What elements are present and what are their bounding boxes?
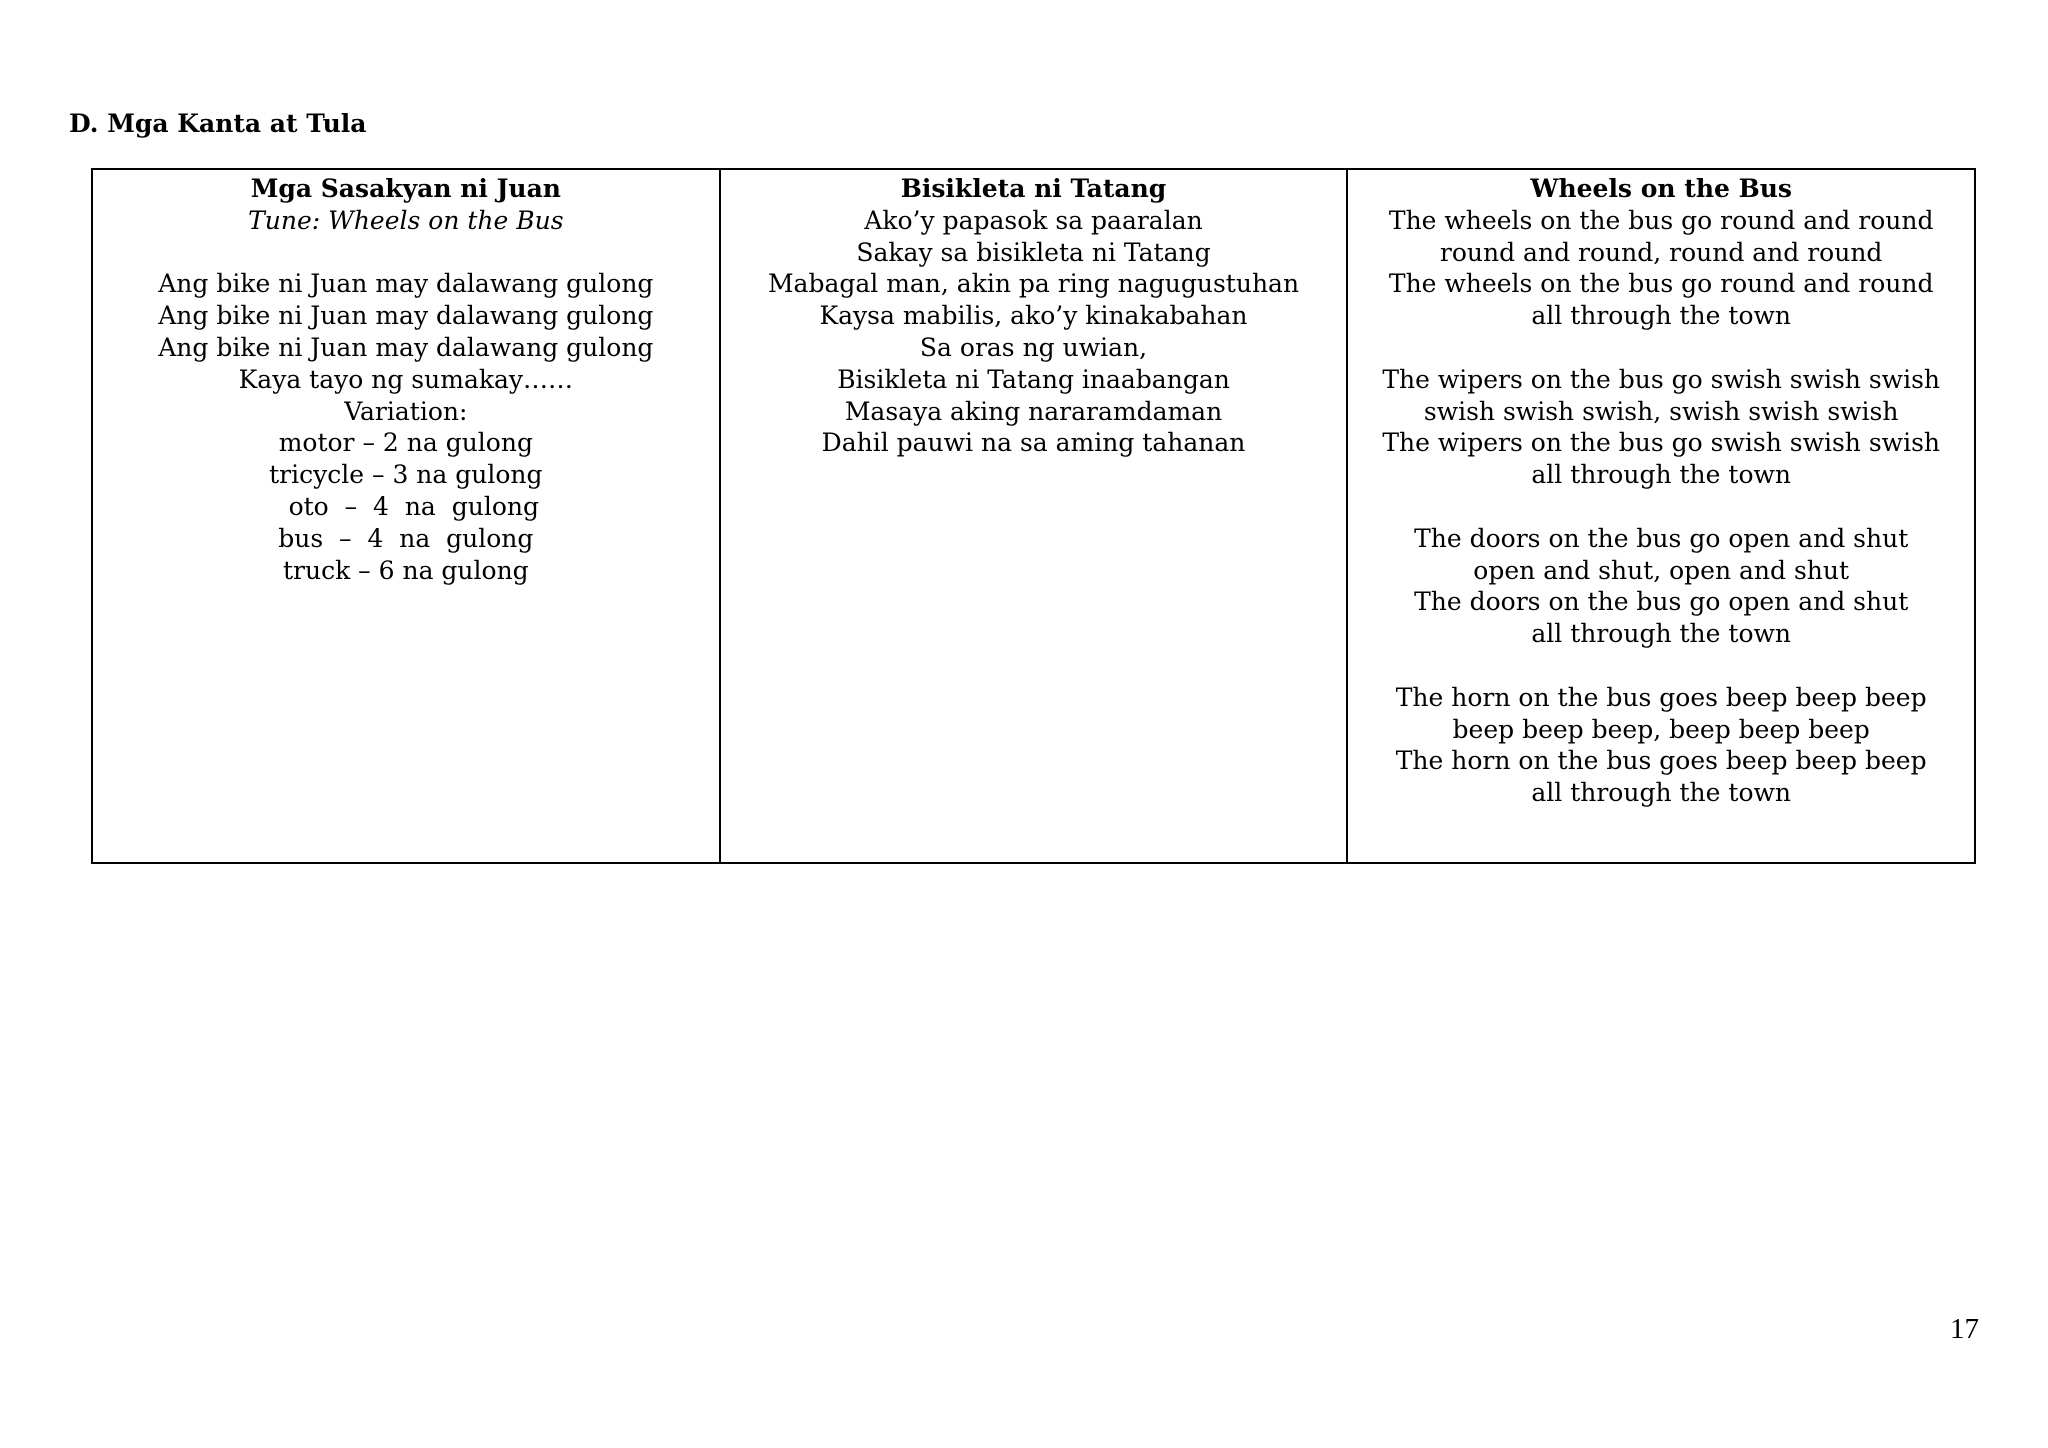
lyric-line: motor – 2 na gulong — [278, 428, 533, 458]
lyric-line: Kaysa mabilis, ako’y kinakabahan — [819, 301, 1248, 331]
lyric-line: beep beep beep, beep beep beep — [1452, 714, 1870, 744]
lyric-line: open and shut, open and shut — [1473, 555, 1850, 585]
lyric-line: Ang bike ni Juan may dalawang gulong — [158, 301, 654, 331]
lyric-line: Dahil pauwi na sa aming tahanan — [821, 428, 1246, 458]
lyric-line: tricycle – 3 na gulong — [269, 460, 543, 490]
song-column-mga-sasakyan-ni-juan — [93, 170, 719, 862]
stanza-gap — [1348, 491, 1974, 523]
page-number: 17 — [1950, 1313, 1979, 1345]
lyric-line: Mabagal man, akin pa ring nagugustuhan — [767, 269, 1300, 299]
lyric-line: The doors on the bus go open and shut — [1414, 523, 1909, 553]
lyric-line: The horn on the bus goes beep beep beep — [1395, 682, 1927, 712]
lyric-line: Ang bike ni Juan may dalawang gulong — [158, 269, 654, 299]
lyric-line: bus – 4 na gulong — [278, 523, 534, 553]
lyric-line: round and round, round and round — [1439, 237, 1883, 267]
lyric-line: Kaya tayo ng sumakay…… — [238, 364, 574, 394]
lyric-line: Ang bike ni Juan may dalawang gulong — [158, 332, 654, 362]
lyric-line: Ako’y papasok sa paaralan — [864, 205, 1203, 235]
lyric-line: Sa oras ng uwian, — [919, 332, 1148, 362]
lyric-line: The wipers on the bus go swish swish swish — [1382, 364, 1941, 394]
lyric-line: The doors on the bus go open and shut — [1414, 587, 1909, 617]
lyric-line: all through the town — [1531, 301, 1791, 331]
lyric-line: truck – 6 na gulong — [282, 555, 529, 585]
song-tune: Tune: Wheels on the Bus — [248, 205, 564, 235]
lyric-line: all through the town — [1531, 460, 1791, 490]
song-title: Wheels on the Bus — [1530, 174, 1792, 203]
stanza-gap — [93, 237, 719, 269]
section-heading: D. Mga Kanta at Tula — [69, 109, 367, 138]
lyric-line: all through the town — [1531, 778, 1791, 808]
song-column-wheels-on-the-bus — [1346, 170, 1974, 862]
lyric-line: Masaya aking nararamdaman — [844, 396, 1223, 426]
lyric-line: oto – 4 na gulong — [272, 491, 539, 521]
lyric-line: Sakay sa bisikleta ni Tatang — [856, 237, 1211, 267]
song-title: Bisikleta ni Tatang — [900, 174, 1167, 203]
lyric-line: The wipers on the bus go swish swish swish — [1382, 428, 1941, 458]
song-column-bisikleta-ni-tatang — [719, 170, 1347, 862]
lyric-line: all through the town — [1531, 619, 1791, 649]
song-title: Mga Sasakyan ni Juan — [250, 174, 561, 203]
stanza-gap — [1348, 650, 1974, 682]
songs-table — [91, 168, 1976, 864]
stanza-gap — [1348, 332, 1974, 364]
lyric-line: swish swish swish, swish swish swish — [1423, 396, 1899, 426]
lyric-line: The wheels on the bus go round and round — [1388, 205, 1934, 235]
lyric-line: The horn on the bus goes beep beep beep — [1395, 746, 1927, 776]
lyric-line: Variation: — [344, 396, 468, 426]
lyric-line: The wheels on the bus go round and round — [1388, 269, 1934, 299]
lyric-line: Bisikleta ni Tatang inaabangan — [837, 364, 1230, 394]
